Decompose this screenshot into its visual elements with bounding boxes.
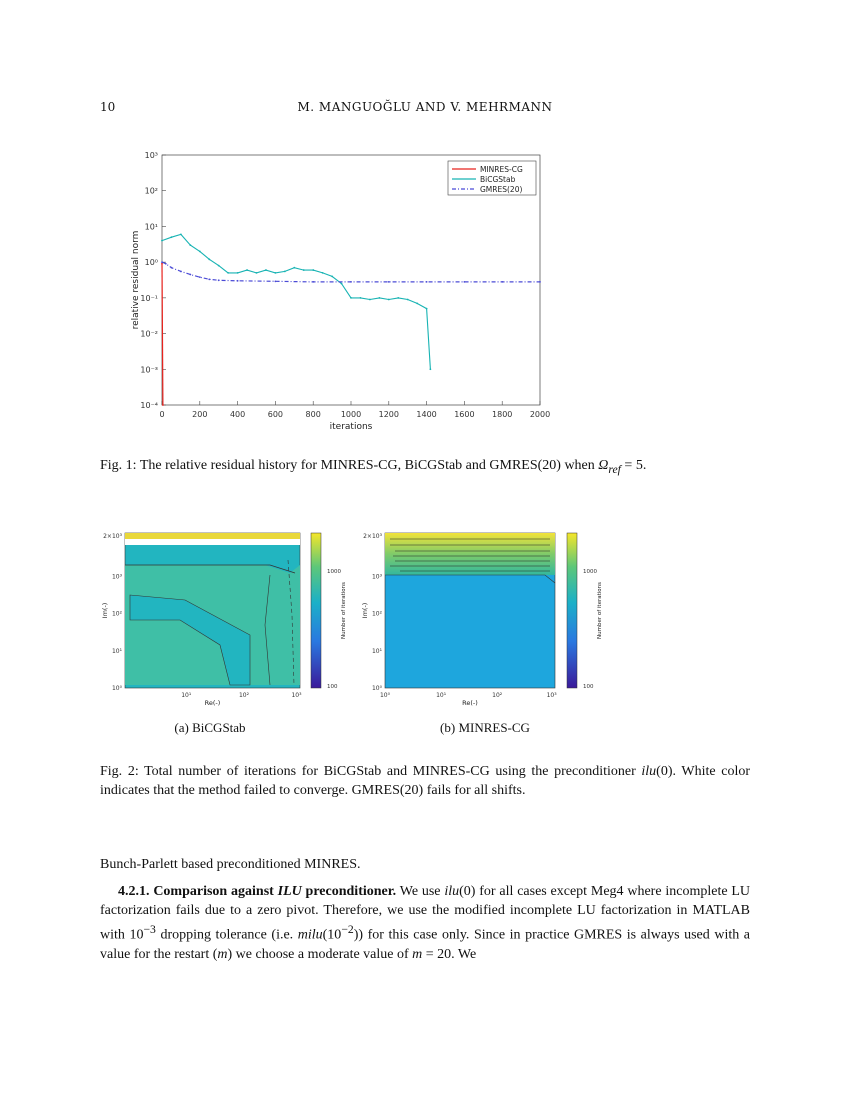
data-point	[199, 276, 201, 278]
colorbar-label: Number of iterations	[597, 582, 603, 639]
body-paragraph-2	[100, 882, 750, 964]
data-point	[397, 297, 399, 299]
paragraph-text: )) for this case only. Since in practice GMRES is always used with a value for the restart (	[100, 927, 751, 962]
data-point	[350, 281, 352, 283]
data-point	[265, 269, 267, 271]
x-tick-label: 600	[267, 410, 284, 419]
x-tick-label: 1200	[378, 410, 399, 419]
y-tick-label: 10⁰	[144, 258, 158, 268]
data-point	[312, 281, 314, 283]
y-tick-label: 10¹	[371, 647, 382, 655]
data-point	[180, 233, 182, 235]
section-title-end: preconditioner.	[301, 884, 397, 899]
caption-prefix: Fig. 2:	[100, 764, 139, 779]
data-point	[246, 269, 248, 271]
data-point	[303, 269, 305, 271]
x-axis-label: Re(-)	[462, 699, 478, 707]
data-point	[429, 368, 431, 370]
x-tick-label: 10²	[238, 692, 250, 699]
figure-1-caption	[100, 456, 750, 479]
x-tick-label: 10²	[492, 692, 503, 699]
y-tick-label: 10³	[111, 573, 122, 581]
y-tick-label: 10⁻¹	[140, 293, 158, 303]
colorbar-tick-label: 1000	[327, 569, 341, 575]
x-tick-label: 10¹	[436, 692, 447, 699]
y-tick-label: 10⁻²	[140, 329, 158, 339]
running-title: M. MANGUOĞLU AND V. MEHRMANN	[297, 100, 553, 114]
data-point	[162, 404, 164, 406]
paragraph-text: dropping tolerance (i.e.	[155, 927, 298, 943]
data-point	[180, 271, 182, 273]
caption-math: Ω	[598, 458, 609, 473]
figure-2-caption	[100, 762, 750, 800]
caption-text: The relative residual history for MINRES-CG, BiCGStab and GMRES(20) when	[139, 458, 599, 473]
y-axis-label: relative residual norm	[131, 230, 141, 330]
y-tick-label: 10⁰	[371, 685, 382, 692]
caption-math-sub: ref	[608, 462, 621, 476]
data-point	[171, 267, 173, 269]
data-point	[426, 308, 428, 310]
data-point	[275, 272, 277, 274]
legend-entry: GMRES(20)	[480, 185, 523, 194]
data-point	[161, 240, 163, 242]
data-point	[369, 299, 371, 301]
data-point	[237, 280, 239, 282]
data-point	[208, 258, 210, 260]
data-point	[407, 299, 409, 301]
data-point	[350, 297, 352, 299]
paragraph-text: We use	[396, 884, 445, 899]
x-tick-label: 0	[159, 410, 165, 419]
colorbar	[583, 569, 603, 690]
caption-prefix: Fig. 1:	[100, 458, 137, 473]
data-point	[539, 281, 541, 283]
y-tick-label: 10⁻⁴	[140, 401, 158, 410]
data-point	[388, 299, 390, 301]
data-point	[426, 281, 428, 283]
data-point	[416, 302, 418, 304]
x-tick-label: 1800	[492, 410, 513, 419]
data-point	[360, 297, 362, 299]
data-point	[189, 274, 191, 276]
data-point	[341, 283, 343, 285]
y-tick-label: 10⁻³	[140, 365, 158, 375]
page-number: 10	[100, 100, 116, 114]
y-tick-label: 10²	[144, 186, 158, 196]
data-point	[322, 272, 324, 274]
data-point	[161, 261, 163, 263]
figure-2b-minres-heatmap	[355, 525, 615, 705]
data-point	[256, 272, 258, 274]
subcaption-b: (b) MINRES-CG	[440, 720, 530, 735]
figure-2a-bicgstab-heatmap	[100, 525, 347, 707]
y-tick-label: 10⁰	[111, 685, 122, 692]
y-tick-label: 10³	[144, 151, 158, 160]
legend-entry: BiCGStab	[480, 175, 516, 184]
x-tick-label: 10⁰	[379, 692, 391, 699]
section-title: Comparison against	[153, 884, 278, 899]
x-tick-label: 2000	[529, 410, 551, 419]
y-tick-label: 10¹	[111, 647, 122, 655]
y-tick-label: 10³	[371, 573, 382, 581]
data-point	[312, 269, 314, 271]
data-point	[227, 272, 229, 274]
data-point	[275, 280, 277, 282]
math-inline: ilu	[444, 884, 460, 899]
data-point	[284, 271, 286, 273]
data-point	[218, 279, 220, 281]
y-tick-label: 10²	[111, 610, 122, 618]
data-point	[501, 281, 503, 283]
data-point	[208, 278, 210, 280]
x-axis-label: iterations	[329, 422, 373, 432]
y-tick-label: 2×10³	[103, 533, 122, 541]
y-tick-label: 10²	[371, 610, 382, 618]
data-point	[165, 263, 167, 265]
x-tick-label: 10¹	[181, 692, 192, 699]
paragraph-text: ) we choose a moderate value of	[227, 946, 413, 962]
math-inline: milu	[297, 927, 323, 943]
caption-math: ilu	[641, 764, 657, 779]
paragraph-text: = 20. We	[422, 946, 477, 962]
data-point	[199, 250, 201, 252]
x-tick-label: 200	[192, 410, 208, 419]
data-point	[464, 281, 466, 283]
y-tick-label: 2×10³	[363, 533, 382, 541]
legend-entry: MINRES-CG	[480, 165, 523, 174]
data-point	[331, 275, 333, 277]
x-tick-label: 1400	[416, 410, 437, 419]
data-point	[237, 272, 239, 274]
y-tick-label: 10¹	[144, 222, 158, 232]
paragraph-text: (0) for all cases except Meg4 where incomplete LU factorization fails due to a zero pivot. Therefore, we use the modified incomplete LU factorization in MATLAB with 10	[100, 884, 751, 943]
y-axis-label: Im(-)	[101, 602, 109, 619]
data-point	[293, 267, 295, 269]
caption-text-end: (0). White color indicates that the method failed to converge. GMRES(20) fails for all shifts.	[100, 764, 750, 798]
colorbar-label: Number of iterations	[341, 582, 347, 639]
superscript: −3	[143, 923, 156, 936]
colorbar-tick-label: 100	[583, 684, 594, 690]
paragraph-text: (10	[322, 927, 342, 943]
x-tick-label: 1600	[454, 410, 475, 419]
x-tick-label: 10³	[546, 692, 557, 699]
math-inline: m	[217, 946, 228, 962]
x-axis-label: Re(-)	[204, 699, 221, 707]
section-title-math: ILU	[277, 884, 302, 899]
data-point	[218, 265, 220, 267]
x-tick-label: 1000	[340, 410, 362, 419]
caption-text: Total number of iterations for BiCGStab and MINRES-CG using the preconditioner	[144, 764, 642, 779]
colorbar-tick-label: 100	[327, 684, 338, 690]
data-point	[388, 281, 390, 283]
section-number: 4.2.1.	[118, 884, 150, 899]
math-inline: m	[412, 946, 423, 962]
data-point	[189, 244, 191, 246]
data-point	[378, 297, 380, 299]
x-tick-label: 800	[305, 410, 321, 419]
plot-legend	[448, 161, 536, 195]
superscript: −2	[341, 923, 354, 936]
colorbar	[327, 569, 347, 690]
caption-text-end: = 5.	[620, 458, 647, 473]
body-paragraph-1: Bunch-Parlett based preconditioned MINRES.	[100, 857, 361, 872]
page-header	[0, 100, 850, 120]
data-point	[161, 263, 163, 265]
colorbar-tick-label: 1000	[583, 569, 597, 575]
data-point	[171, 236, 173, 238]
x-tick-label: 10³	[291, 692, 302, 699]
y-axis-label: Im(-)	[361, 602, 369, 619]
subcaption-a: (a) BiCGStab	[174, 720, 246, 735]
x-tick-label: 400	[229, 410, 246, 419]
figure-1-residual-plot	[120, 145, 560, 435]
